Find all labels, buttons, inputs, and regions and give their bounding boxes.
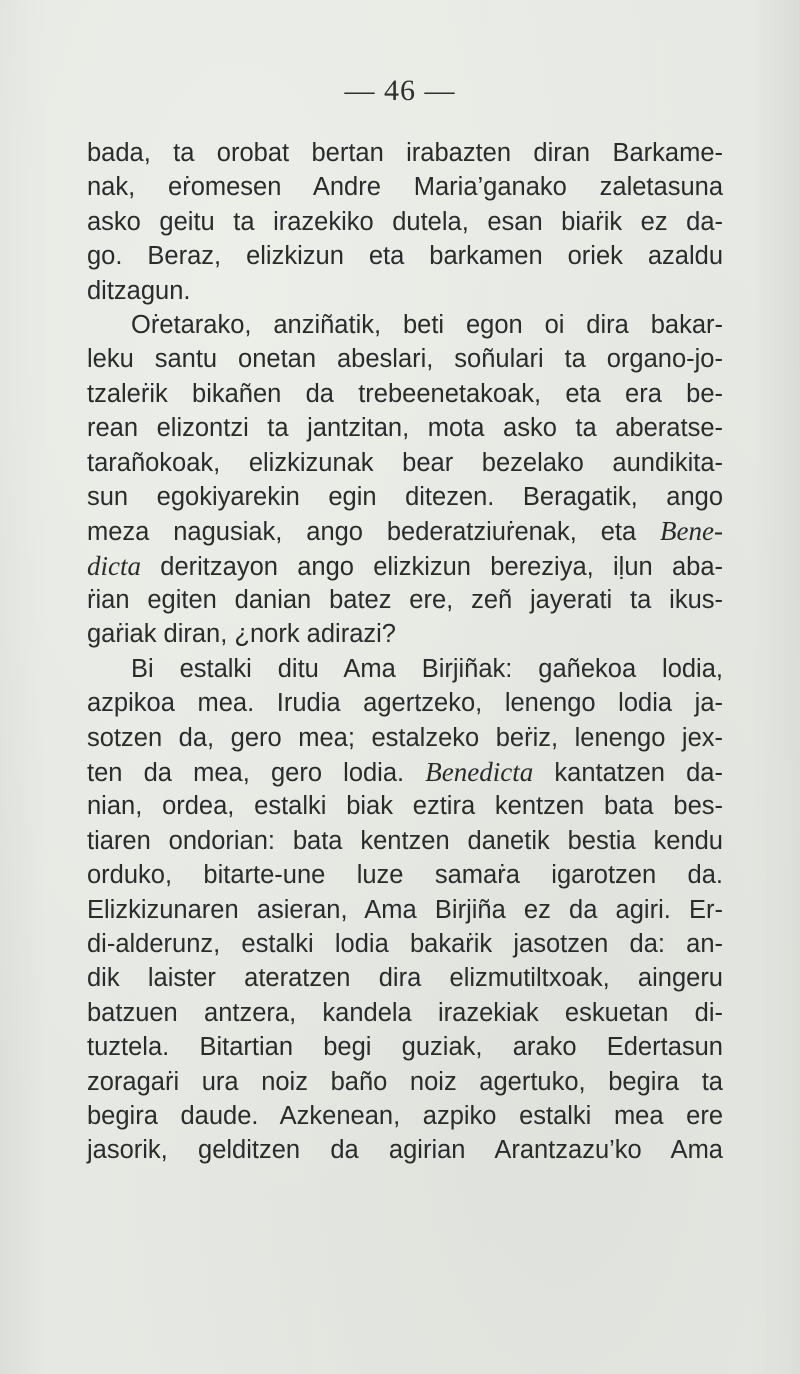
body-text <box>87 136 723 1168</box>
text-line: azpikoa mea. Irudia agertzeko, lenengo lodia ja- <box>87 689 723 718</box>
text-line: di-alderunz, estalki lodia bakaṙik jasotzen da: an- <box>87 929 723 958</box>
text-line: sun egokiyarekin egin ditezen. Beragatik, ango <box>87 482 723 511</box>
text-line: asko geitu ta irazekiko dutela, esan biaṙik ez da- <box>87 207 723 236</box>
text-line: bada, ta orobat bertan irabazten diran Barkame- <box>87 139 723 167</box>
text-line: batzuen antzera, kandela irazekiak eskuetan di- <box>87 998 723 1027</box>
text-line: rean elizontzi ta jantzitan, mota asko ta aberatse- <box>87 414 723 443</box>
text-line: tarañokoak, elizkizunak bear bezelako aundikita- <box>87 448 723 477</box>
text-line: dik laister ateratzen dira elizmutiltxoak, aingeru <box>87 964 723 993</box>
text-line: ten da mea, gero lodia. Benedicta kantatzen da- <box>87 757 723 788</box>
text-line: tzaleṙik bikañen da trebeenetakoak, eta era be- <box>87 379 723 408</box>
text-line: dicta deritzayon ango elizkizun bereziya, iḷun aba- <box>87 550 724 581</box>
text-line: jasorik, gelditzen da agirian Arantzazu’ko Ama <box>87 1136 723 1165</box>
text-line: meza nagusiak, ango bederatziuṙenak, eta Bene- <box>87 516 723 547</box>
text-line: ditzagun. <box>87 276 191 305</box>
text-line: Oṙetarako, anziñatik, beti egon oi dira bakar- <box>131 310 723 339</box>
text-line: Bi estalki ditu Ama Birjiñak: gañekoa lodia, <box>131 654 723 683</box>
text-line: go. Beraz, elizkizun eta barkamen oriek azaldu <box>87 242 723 271</box>
italic-term: dicta <box>87 550 141 581</box>
text-line: ṙian egiten danian batez ere, zeñ jayerati ta ikus- <box>87 586 723 615</box>
page-number: — 46 — <box>344 74 456 107</box>
text-line: begira daude. Azkenean, azpiko estalki mea ere <box>87 1101 723 1130</box>
text-line: leku santu onetan abeslari, soñulari ta organo-jo- <box>87 345 723 374</box>
text-line: nak, eṙomesen Andre Maria’ganako zaletasuna <box>87 173 723 202</box>
text-line: Elizkizunaren asieran, Ama Birjiña ez da agiri. Er- <box>87 895 723 924</box>
italic-term: Bene- <box>660 516 723 547</box>
italic-term: Benedicta <box>425 757 534 788</box>
text-line: sotzen da, gero mea; estalzeko beṙiz, lenengo jex- <box>87 723 723 752</box>
text-line: gaṙiak diran, ¿nork adirazi? <box>87 620 396 649</box>
text-line: nian, ordea, estalki biak eztira kentzen bata bes- <box>87 792 723 821</box>
text-line: zoragaṙi ura noiz baño noiz agertuko, begira ta <box>87 1067 723 1096</box>
text-line: tiaren ondorian: bata kentzen danetik bestia kendu <box>87 826 723 855</box>
text-line: orduko, bitarte-une luze samaṙa igarotzen da. <box>87 861 723 890</box>
text-line: tuztela. Bitartian begi guziak, arako Edertasun <box>87 1033 723 1062</box>
